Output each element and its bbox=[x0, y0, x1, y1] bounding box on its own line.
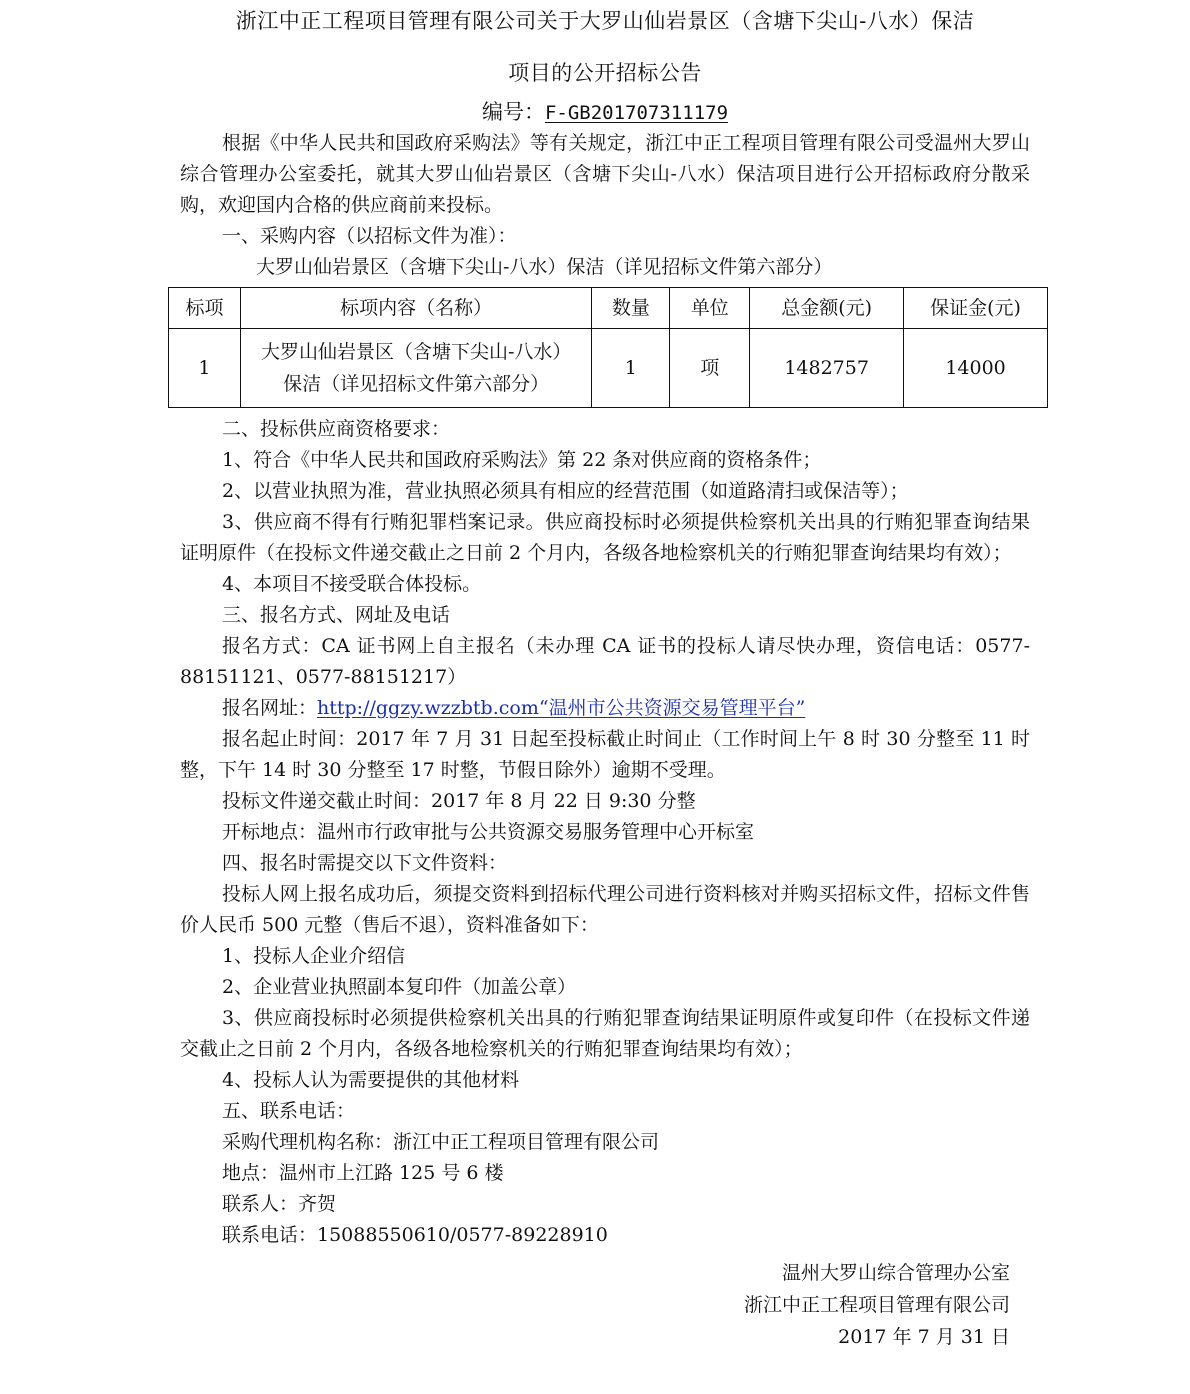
section1-description: 大罗山仙岩景区（含塘下尖山-八水）保洁（详见招标文件第六部分） bbox=[256, 256, 833, 278]
signature-org-2: 浙江中正工程项目管理有限公司 bbox=[743, 1294, 1010, 1316]
section4-item-4: 4、投标人认为需要提供的其他材料 bbox=[222, 1069, 520, 1091]
section1-heading: 一、采购内容（以招标文件为准）： bbox=[222, 225, 517, 247]
registration-url-line bbox=[180, 693, 1030, 724]
submission-deadline: 投标文件递交截止时间：2017 年 8 月 22 日 9:30 分整 bbox=[222, 790, 696, 812]
cell-content bbox=[240, 329, 591, 408]
section4-intro: 投标人网上报名成功后，须提交资料到招标代理公司进行资料核对并购买招标文件，招标文件售价人民币 500 元整（售后不退），资料准备如下： bbox=[180, 883, 1030, 936]
section2-item-4: 4、本项目不接受联合体投标。 bbox=[222, 573, 482, 595]
section4-item-2: 2、企业营业执照副本复印件（加盖公章） bbox=[222, 976, 577, 998]
section4-heading: 四、报名时需提交以下文件资料： bbox=[222, 852, 508, 874]
cell-deposit: 14000 bbox=[904, 329, 1048, 408]
section2-item-3: 3、供应商不得有行贿犯罪档案记录。供应商投标时必须提供检察机关出具的行贿犯罪查询结果证明原件（在投标文件递交截止之日前 2 个月内，各级各地检察机关的行贿犯罪查询结果均有效）； bbox=[180, 511, 1030, 564]
code-label: 编号： bbox=[481, 100, 545, 124]
section5-heading: 五、联系电话： bbox=[222, 1100, 356, 1122]
bid-items-table bbox=[168, 287, 1048, 408]
cell-content-line1: 大罗山仙岩景区（含塘下尖山-八水） bbox=[260, 341, 572, 363]
opening-location: 开标地点：温州市行政审批与公共资源交易服务管理中心开标室 bbox=[222, 821, 755, 843]
intro-paragraph: 根据《中华人民共和国政府采购法》等有关规定，浙江中正工程项目管理有限公司受温州大罗山综合管理办公室委托，就其大罗山仙岩景区（含塘下尖山-八水）保洁项目进行公开招标政府分散采购，欢迎国内合格的供应商前来投标。 bbox=[180, 132, 1030, 216]
cell-content-line2: 保洁（详见招标文件第六部分） bbox=[283, 373, 550, 395]
signature-date: 2017 年 7 月 31 日 bbox=[838, 1326, 1010, 1348]
document-title-line2: 项目的公开招标公告 bbox=[508, 61, 702, 85]
cell-item: 1 bbox=[169, 329, 241, 408]
header-total: 总金额(元) bbox=[750, 288, 904, 329]
table-row bbox=[169, 329, 1048, 408]
code-value: F-GB201707311179 bbox=[544, 102, 729, 124]
agency-address: 地点：温州市上江路 125 号 6 楼 bbox=[222, 1162, 504, 1184]
document-title-line1: 浙江中正工程项目管理有限公司关于大罗山仙岩景区（含塘下尖山-八水）保洁 bbox=[235, 9, 975, 33]
section2-item-2: 2、以营业执照为准，营业执照必须具有相应的经营范围（如道路清扫或保洁等）； bbox=[222, 480, 909, 502]
header-content: 标项内容（名称） bbox=[240, 288, 591, 329]
contact-phone: 联系电话：15088550610/0577-89228910 bbox=[222, 1224, 608, 1246]
announcement-code bbox=[180, 97, 1030, 128]
cell-unit: 项 bbox=[670, 329, 750, 408]
header-quantity: 数量 bbox=[592, 288, 670, 329]
section3-heading: 三、报名方式、网址及电话 bbox=[222, 604, 451, 626]
registration-url-link[interactable]: http://ggzy.wzzbtb.com“温州市公共资源交易管理平台” bbox=[317, 697, 806, 719]
agency-name: 采购代理机构名称：浙江中正工程项目管理有限公司 bbox=[222, 1131, 660, 1153]
section4-item-3: 3、供应商投标时必须提供检察机关出具的行贿犯罪查询结果证明原件或复印件（在投标文件递交截止之日前 2 个月内，各级各地检察机关的行贿犯罪查询结果均有效）； bbox=[180, 1007, 1030, 1060]
header-item: 标项 bbox=[169, 288, 241, 329]
cell-quantity: 1 bbox=[592, 329, 670, 408]
section2-heading: 二、投标供应商资格要求： bbox=[222, 418, 451, 440]
registration-time: 报名起止时间：2017 年 7 月 31 日起至投标截止时间止（工作时间上午 8 时 30 分整至 11 时整，下午 14 时 30 分整至 17 时整，节假日除外）逾期不受理。 bbox=[180, 728, 1030, 781]
contact-person: 联系人：齐贺 bbox=[222, 1193, 337, 1215]
header-unit: 单位 bbox=[670, 288, 750, 329]
section2-item-1: 1、符合《中华人民共和国政府采购法》第 22 条对供应商的资格条件； bbox=[222, 449, 822, 471]
table-header-row bbox=[169, 288, 1048, 329]
signature-org-1: 温州大罗山综合管理办公室 bbox=[781, 1262, 1010, 1284]
announcement-document bbox=[180, 0, 1030, 1353]
registration-method: 报名方式：CA 证书网上自主报名（未办理 CA 证书的投标人请尽快办理，资信电话：0577-88151121、0577-88151217） bbox=[180, 635, 1030, 688]
registration-url-label: 报名网址： bbox=[222, 697, 318, 719]
cell-total: 1482757 bbox=[750, 329, 904, 408]
header-deposit: 保证金(元) bbox=[904, 288, 1048, 329]
section4-item-1: 1、投标人企业介绍信 bbox=[222, 945, 406, 967]
